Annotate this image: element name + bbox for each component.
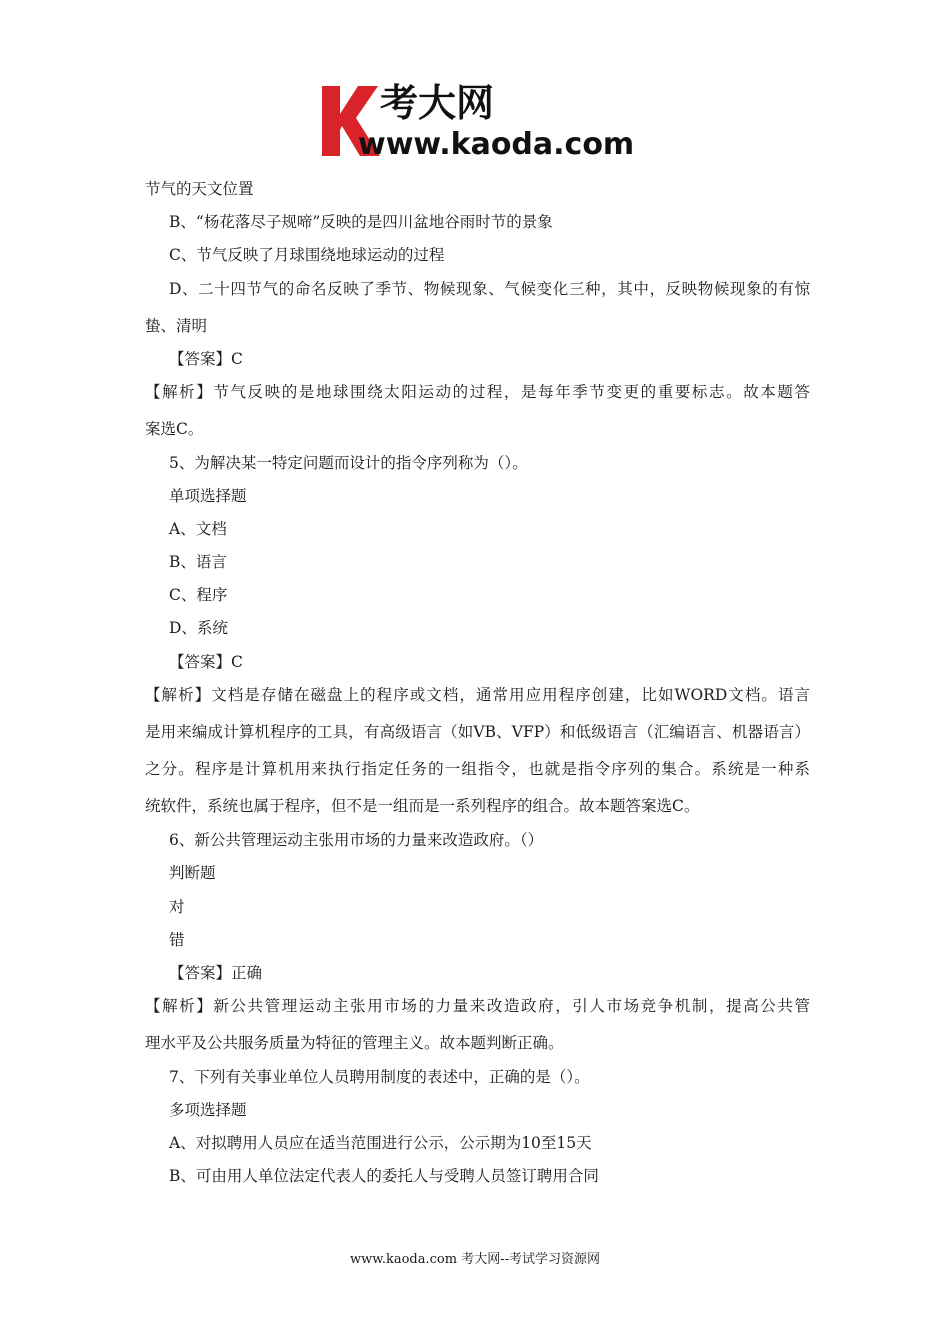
- text-line: 蛰、清明: [145, 317, 208, 335]
- question-line: 6、新公共管理运动主张用市场的力量来改造政府。（）: [169, 831, 544, 849]
- question-type: 判断题: [169, 864, 216, 882]
- option-line: 错: [169, 931, 185, 949]
- page-footer: www.kaoda.com 考大网--考试学习资源网: [350, 1252, 600, 1267]
- answer-line: 【答案】C: [169, 350, 243, 368]
- option-line: 对: [169, 898, 185, 916]
- analysis-line: 【解析】新公共管理运动主张用市场的力量来改造政府，引人市场竞争机制，提高公共管: [145, 997, 810, 1015]
- analysis-line: 是用来编成计算机程序的工具，有高级语言（如VB、VFP）和低级语言（汇编语言、机器语言）: [145, 723, 810, 741]
- option-line: B、语言: [169, 553, 227, 571]
- text-line: D、二十四节气的命名反映了季节、物候现象、气候变化三种，其中，反映物候现象的有惊: [169, 280, 810, 298]
- question-type: 多项选择题: [169, 1101, 247, 1119]
- question-line: 7、下列有关事业单位人员聘用制度的表述中，正确的是（）。: [169, 1068, 590, 1086]
- option-line: B、可由用人单位法定代表人的委托人与受聘人员签订聘用合同: [169, 1167, 599, 1185]
- option-line: A、对拟聘用人员应在适当范围进行公示，公示期为10至15天: [169, 1134, 592, 1152]
- logo-title: 考大网: [380, 81, 495, 125]
- option-line: A、文档: [169, 520, 227, 538]
- analysis-line: 统软件，系统也属于程序，但不是一组而是一系列程序的组合。故本题答案选C。: [145, 797, 700, 815]
- question-type: 单项选择题: [169, 487, 247, 505]
- text-line: 案选C。: [145, 420, 204, 438]
- analysis-line: 【解析】文档是存储在磁盘上的程序或文档，通常用应用程序创建，比如WORD文档。语言: [145, 686, 810, 704]
- text-line: 节气的天文位置: [145, 180, 254, 198]
- kaoda-logo: [318, 80, 638, 162]
- analysis-line: 【解析】节气反映的是地球围绕太阳运动的过程，是每年季节变更的重要标志。故本题答: [145, 383, 810, 401]
- answer-line: 【答案】C: [169, 653, 243, 671]
- logo-url: www.kaoda.com: [358, 127, 635, 162]
- option-line: C、程序: [169, 586, 228, 604]
- option-line: D、系统: [169, 619, 228, 637]
- text-line: B、“杨花落尽子规啼”反映的是四川盆地谷雨时节的景象: [169, 213, 553, 231]
- analysis-line: 之分。程序是计算机用来执行指定任务的一组指令，也就是指令序列的集合。系统是一种系: [145, 760, 810, 778]
- text-line: C、节气反映了月球围绕地球运动的过程: [169, 246, 445, 264]
- analysis-line: 理水平及公共服务质量为特征的管理主义。故本题判断正确。: [145, 1034, 564, 1052]
- question-line: 5、为解决某一特定问题而设计的指令序列称为（）。: [169, 454, 528, 472]
- answer-line: 【答案】正确: [169, 964, 263, 982]
